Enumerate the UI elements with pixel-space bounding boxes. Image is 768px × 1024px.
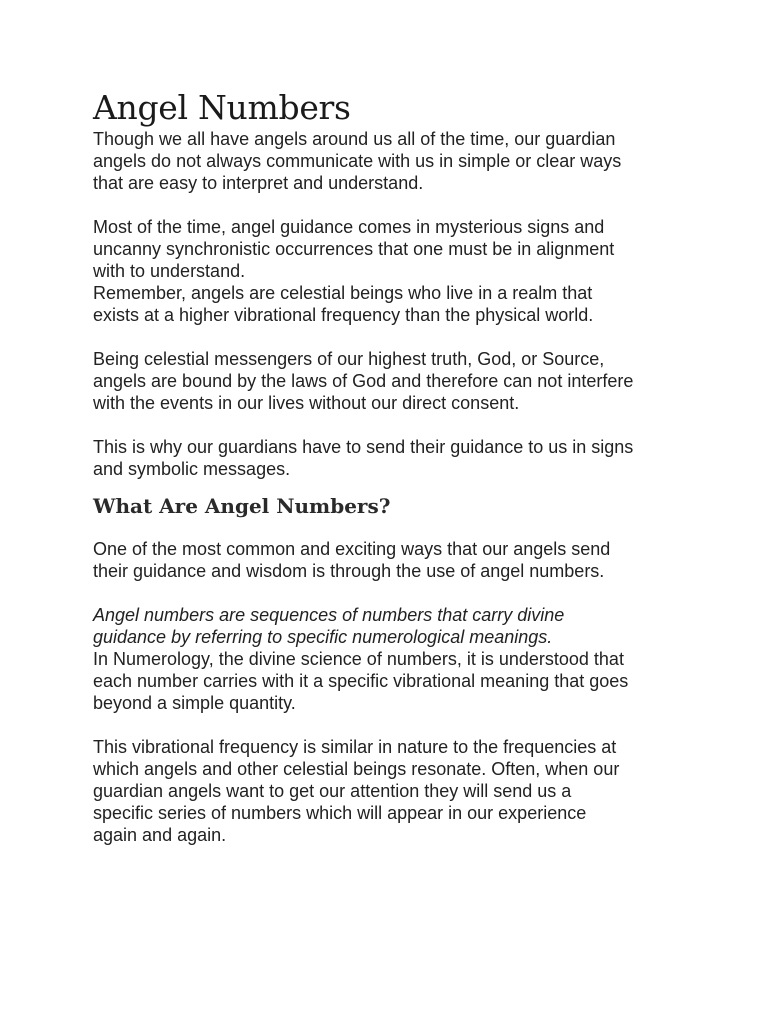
paragraph-intro-4: Being celestial messengers of our highest truth, God, or Source, angels are bound by the laws of God and therefore can not interfere with the events in our lives without our direct consent. — [93, 349, 634, 413]
paragraph-spacer — [93, 326, 693, 348]
paragraph-section-1: One of the most common and exciting ways that our angels send their guidance and wisdom is through the use of angel numbers. — [93, 539, 611, 581]
section-heading: What Are Angel Numbers? — [93, 494, 391, 518]
paragraph-intro-2: Most of the time, angel guidance comes in mysterious signs and uncanny synchronistic occurrences that one must be in alignment with to understand. — [93, 217, 615, 281]
page-title: Angel Numbers — [93, 88, 351, 127]
paragraph-intro-5: This is why our guardians have to send their guidance to us in signs and symbolic messages. — [93, 437, 634, 479]
paragraph-spacer — [93, 582, 693, 604]
paragraph-spacer — [93, 414, 693, 436]
paragraph-intro-1: Though we all have angels around us all of the time, our guardian angels do not always communicate with us in simple or clear ways that are easy to interpret and understand. — [93, 129, 622, 193]
paragraph-section-3: In Numerology, the divine science of numbers, it is understood that each number carries with it a specific vibrational meaning that goes beyond a simple quantity. — [93, 649, 629, 713]
paragraph-section-4: This vibrational frequency is similar in nature to the frequencies at which angels and other celestial beings resonate. Often, when our guardian angels want to get our attention they will send us a specific series of numbers which will appear in our experience again and again. — [93, 737, 620, 845]
paragraph-intro-3: Remember, angels are celestial beings who live in a realm that exists at a higher vibrational frequency than the physical world. — [93, 283, 594, 325]
paragraph-spacer — [93, 714, 693, 736]
paragraph-spacer — [93, 194, 693, 216]
paragraph-section-2-italic: Angel numbers are sequences of numbers that carry divine guidance by referring to specific numerological meanings. — [93, 605, 565, 647]
document-page — [93, 88, 693, 846]
heading-spacer — [93, 518, 693, 538]
